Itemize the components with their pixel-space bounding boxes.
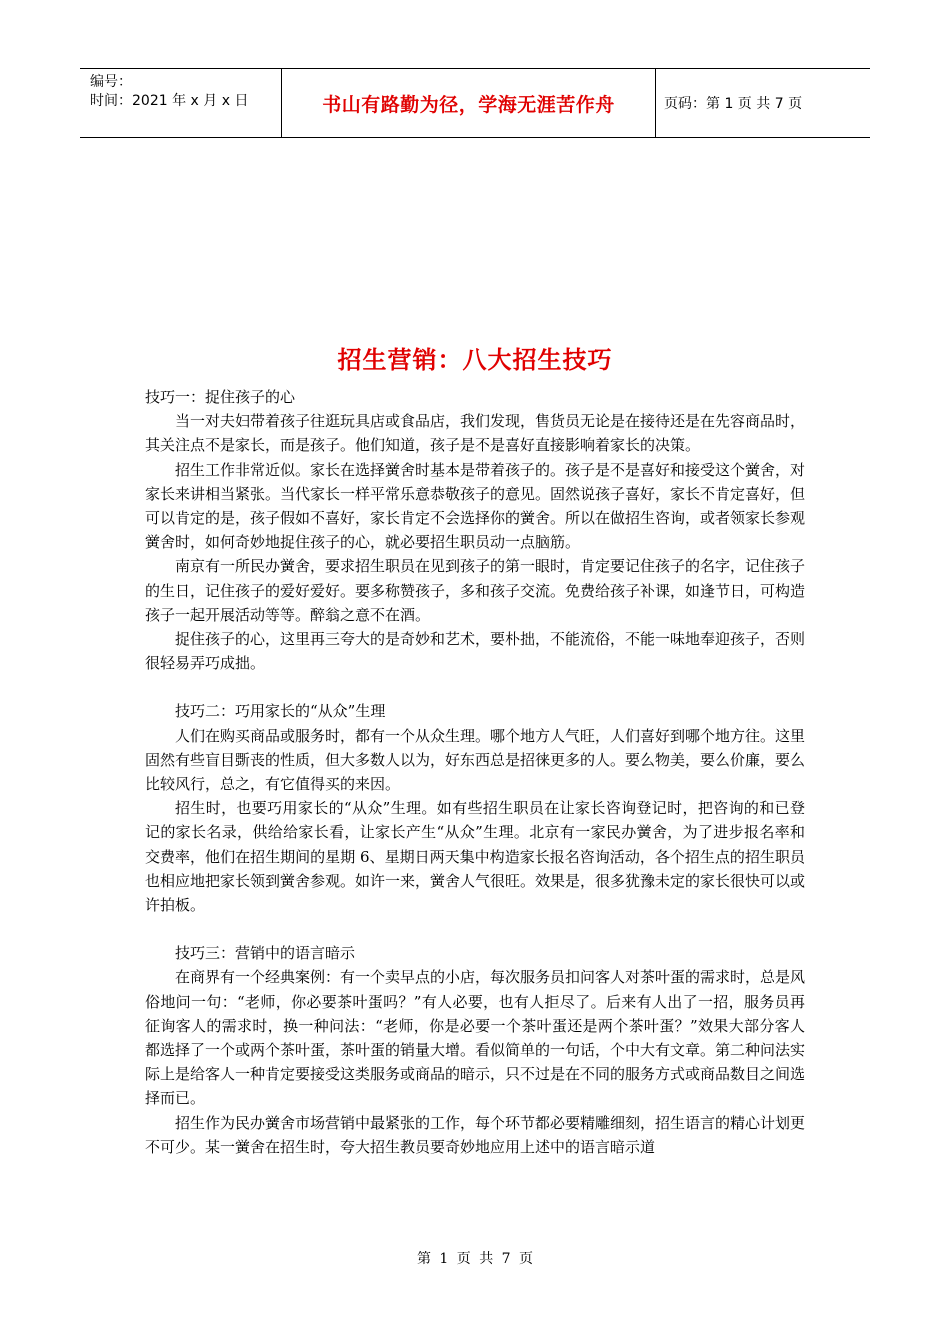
section-heading: 技巧三：营销中的语言暗示 — [175, 944, 356, 963]
section-gap — [145, 675, 805, 699]
header-page-cell — [656, 69, 870, 137]
paragraph: 在商界有一个经典案例：有一个卖早点的小店，每次服务员扣问客人对茶叶蛋的需求时，总是风俗地问一句：“老师，你必要茶叶蛋吗？”有人必要，也有人拒尽了。后来有人出了一招，服务员再征询客人的需求时，换一种问法：“老师，你是必要一个茶叶蛋还是两个茶叶蛋？”效果大部分客人都选择了一个或两个茶叶蛋，茶叶蛋的销量大增。看似简单的一句话，个中大有文章。第二种问法实际上是给客人一种肯定要接受这类服务或商品的暗示，只不过是在不同的服务方式或商品数目之间选择而已。 — [145, 968, 806, 1108]
header-table — [80, 68, 870, 138]
time-label: 时间：2021 年 x 月 x 日 — [90, 93, 249, 109]
header-motto-cell — [282, 69, 656, 137]
paragraph: 捉住孩子的心，这里再三夸大的是奇妙和艺术，要朴拙，不能流俗，不能一味地奉迎孩子，否则很轻易弄巧成拙。 — [145, 630, 806, 673]
paragraph: 招生工作非常近似。家长在选择黉舍时基本是带着孩子的。孩子是不是喜好和接受这个黉舍，对家长来讲相当紧张。当代家长一样平常乐意恭敬孩子的意见。固然说孩子喜好，家长不肯定喜好，但可以肯定的是，孩子假如不喜好，家长肯定不会选择你的黉舍。所以在做招生咨询，或者领家长参观黉舍时，如何奇妙地捉住孩子的心，就必要招生职员动一点脑筋。 — [145, 460, 806, 552]
page-code: 页码：第 1 页 共 7 页 — [664, 96, 803, 112]
paragraph: 南京有一所民办黉舍，要求招生职员在见到孩子的第一眼时，肯定要记住孩子的名字，记住孩子的生日，记住孩子的爱好爱好。要多称赞孩子，多和孩子交流。免费给孩子补课，如逢节日，可构造孩子一起开展活动等等。醉翁之意不在酒。 — [145, 557, 806, 624]
section-heading: 技巧二：巧用家长的“从众”生理 — [175, 702, 386, 721]
motto: 书山有路勤为径，学海无涯苦作舟 — [322, 93, 615, 116]
document-title: 招生营销：八大招生技巧 — [337, 346, 613, 374]
section-heading: 技巧一：捉住孩子的心 — [145, 388, 296, 406]
page-footer: 第 1 页 共 7 页 — [416, 1251, 534, 1267]
paragraph: 招生作为民办黉舍市场营销中最紧张的工作，每个环节都必要精雕细刻，招生语言的精心计划更不可少。某一黉舍在招生时，夸大招生教员要奇妙地应用上述中的语言暗示道 — [145, 1113, 806, 1156]
number-label: 编号： — [90, 74, 132, 90]
document-body — [145, 385, 805, 1159]
header-left-cell — [80, 69, 282, 137]
paragraph: 当一对夫妇带着孩子往逛玩具店或食品店，我们发现，售货员无论是在接待还是在先容商品时，其关注点不是家长，而是孩子。他们知道，孩子是不是喜好直接影响着家长的决策。 — [145, 412, 806, 455]
paragraph: 人们在购买商品或服务时，都有一个从众生理。哪个地方人气旺，人们喜好到哪个地方往。这里固然有些盲目斲丧的性质，但大多数人以为，好东西总是招徕更多的人。要么物美，要么价廉，要么比较风行，总之，有它值得买的来因。 — [145, 726, 806, 794]
section-gap — [145, 917, 805, 941]
paragraph: 招生时，也要巧用家长的“从众”生理。如有些招生职员在让家长咨询登记时，把咨询的和已登记的家长名录，供给给家长看，让家长产生“从众”生理。北京有一家民办黉舍，为了进步报名率和交费率，他们在招生期间的星期 6、星期日两天集中构造家长报名咨询活动，各个招生点的招生职员也相应地把家长领到黉舍参观。如许一来，黉舍人气很旺。效果是，很多犹豫未定的家长很快可以或许拍板。 — [145, 799, 806, 915]
